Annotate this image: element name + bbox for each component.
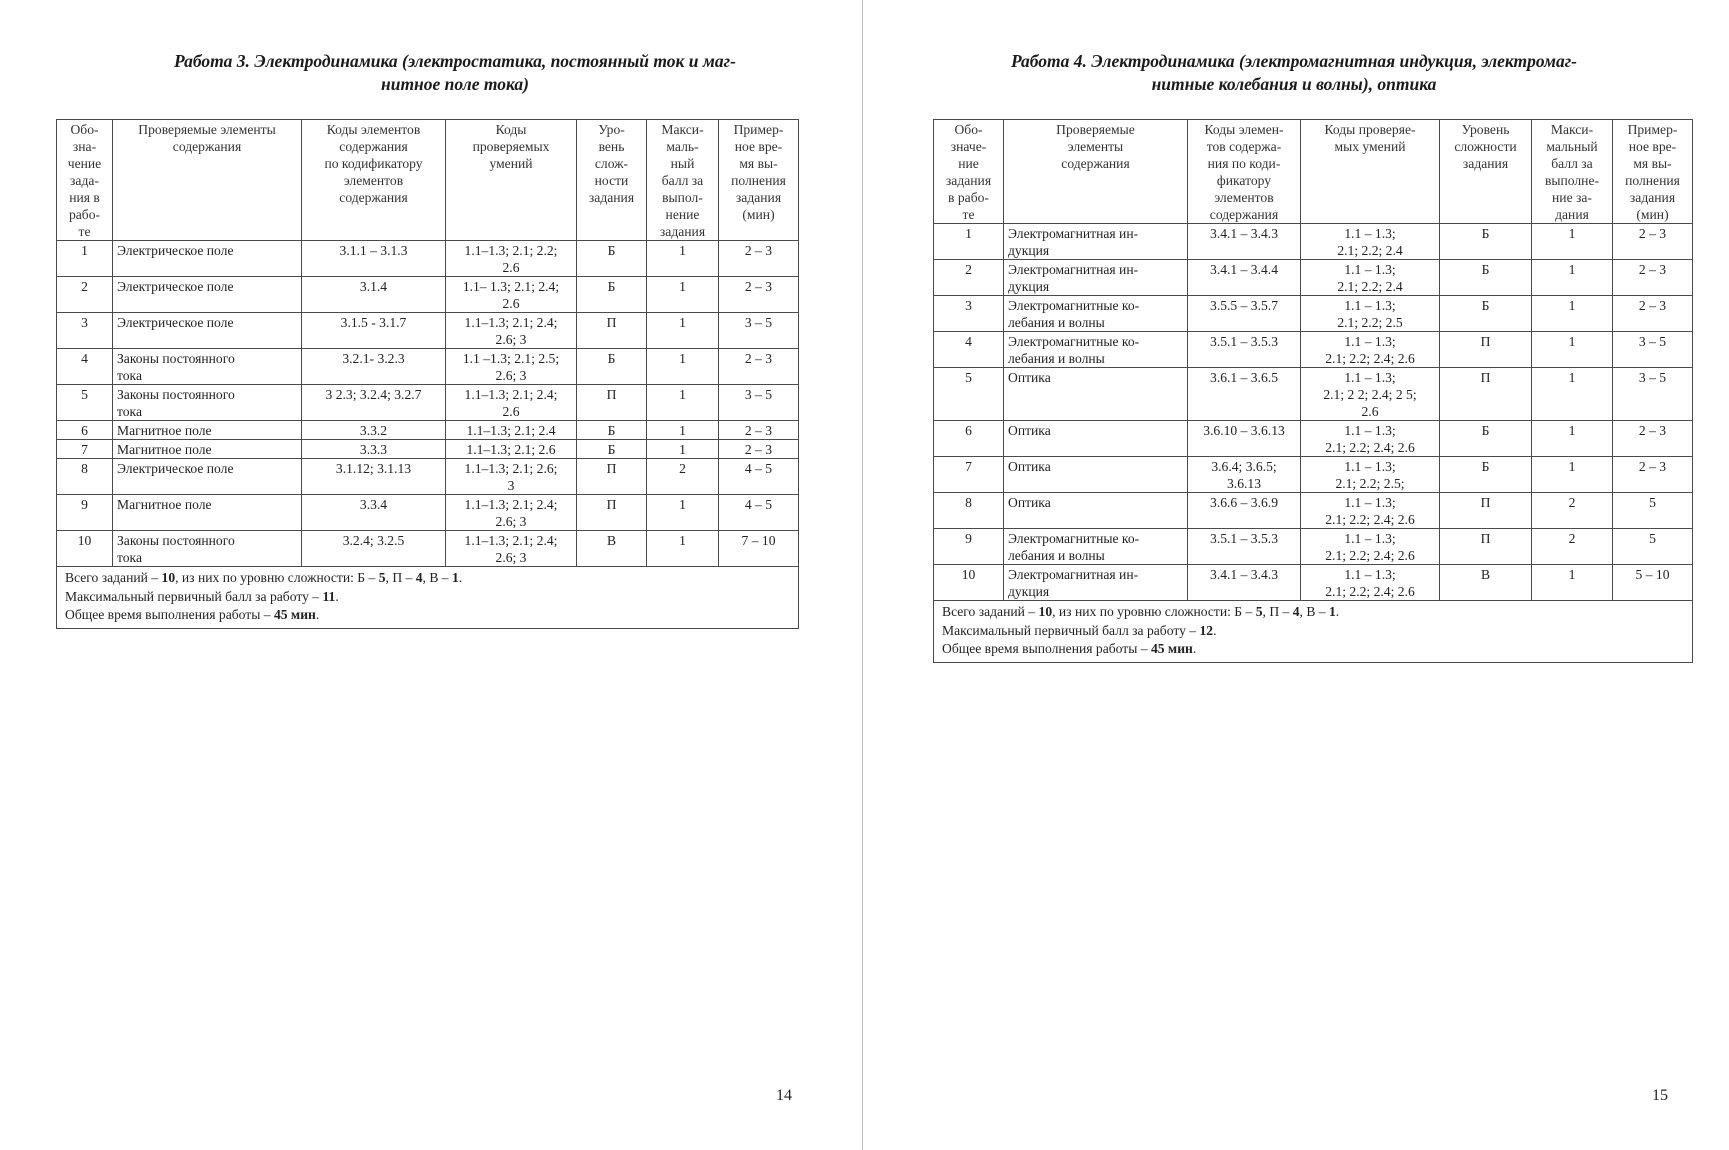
max-score-cell: 2 bbox=[647, 459, 719, 495]
header-row bbox=[934, 120, 1693, 224]
content-codes-cell: 3.3.4 bbox=[302, 495, 446, 531]
content-codes-cell: 3.3.3 bbox=[302, 440, 446, 459]
skill-codes-cell: 1.1–1.3; 2.1; 2.2; 2.6 bbox=[446, 241, 577, 277]
header-cell: Уровень сложности задания bbox=[1440, 120, 1532, 224]
table-row bbox=[934, 457, 1693, 493]
content-topic-text: Магнитное поле bbox=[117, 497, 212, 512]
max-score-cell: 1 bbox=[647, 385, 719, 421]
difficulty-level-cell: П bbox=[1440, 332, 1532, 368]
work-title bbox=[110, 50, 800, 96]
task-number-cell: 1 bbox=[57, 241, 113, 277]
skill-codes-cell: 1.1 – 1.3; 2.1; 2.2; 2.4; 2.6 bbox=[1301, 565, 1440, 601]
time-cell: 2 – 3 bbox=[1613, 457, 1693, 493]
task-number-cell: 3 bbox=[57, 313, 113, 349]
summary-max-score: Максимальный первичный балл за работу – 12. bbox=[942, 622, 1217, 638]
content-codes-cell: 3.6.1 – 3.6.5 bbox=[1188, 368, 1301, 421]
content-topic-cell bbox=[1004, 224, 1188, 260]
content-topic-cell bbox=[113, 349, 302, 385]
table-row bbox=[57, 385, 799, 421]
table-row bbox=[57, 313, 799, 349]
table-row bbox=[57, 495, 799, 531]
content-topic-text: Электромагнитные ко- лебания и волны bbox=[1008, 531, 1140, 563]
content-topic-text: Электрическое поле bbox=[117, 315, 234, 330]
time-cell: 2 – 3 bbox=[1613, 421, 1693, 457]
content-topic-text: Электромагнитная ин- дукция bbox=[1008, 226, 1139, 258]
table-row bbox=[934, 332, 1693, 368]
header-cell: Уро- вень слож- ности задания bbox=[577, 120, 647, 241]
table-body bbox=[57, 241, 799, 567]
summary-max-score: Максимальный первичный балл за работу – 11. bbox=[65, 588, 339, 604]
content-topic-cell bbox=[113, 241, 302, 277]
max-score-cell: 2 bbox=[1532, 493, 1613, 529]
time-cell: 2 – 3 bbox=[719, 349, 799, 385]
content-topic-text: Электрическое поле bbox=[117, 461, 234, 476]
table-row bbox=[934, 224, 1693, 260]
max-score-cell: 1 bbox=[1532, 224, 1613, 260]
max-score-cell: 1 bbox=[1532, 332, 1613, 368]
difficulty-level-cell: Б bbox=[1440, 260, 1532, 296]
difficulty-level-cell: П bbox=[577, 313, 647, 349]
skill-codes-cell: 1.1–1.3; 2.1; 2.4; 2.6; 3 bbox=[446, 531, 577, 567]
difficulty-level-cell: П bbox=[1440, 529, 1532, 565]
content-topic-text: Электромагнитная ин- дукция bbox=[1008, 262, 1139, 294]
time-cell: 4 – 5 bbox=[719, 459, 799, 495]
table-row bbox=[934, 260, 1693, 296]
header-cell: Пример- ное вре- мя вы- полнения задания (мин) bbox=[719, 120, 799, 241]
page-divider bbox=[862, 0, 863, 1150]
content-topic-cell bbox=[113, 421, 302, 440]
time-cell: 5 – 10 bbox=[1613, 565, 1693, 601]
skill-codes-cell: 1.1 – 1.3; 2.1; 2.2; 2.4; 2.6 bbox=[1301, 529, 1440, 565]
content-topic-cell bbox=[113, 495, 302, 531]
skill-codes-cell: 1.1–1.3; 2.1; 2.4 bbox=[446, 421, 577, 440]
work-title-line-2: нитные колебания и волны), оптика bbox=[1151, 74, 1437, 94]
difficulty-level-cell: Б bbox=[577, 440, 647, 459]
content-topic-cell bbox=[113, 277, 302, 313]
table-row bbox=[57, 531, 799, 567]
task-number-cell: 6 bbox=[57, 421, 113, 440]
skill-codes-cell: 1.1 – 1.3; 2.1; 2.2; 2.4; 2.6 bbox=[1301, 421, 1440, 457]
content-topic-cell bbox=[113, 531, 302, 567]
content-codes-cell: 3.2.4; 3.2.5 bbox=[302, 531, 446, 567]
skill-codes-cell: 1.1–1.3; 2.1; 2.6 bbox=[446, 440, 577, 459]
content-topic-text: Законы постоянного тока bbox=[117, 351, 235, 383]
difficulty-level-cell: Б bbox=[1440, 457, 1532, 493]
table-row bbox=[57, 421, 799, 440]
task-number-cell: 5 bbox=[934, 368, 1004, 421]
content-codes-cell: 3.1.5 - 3.1.7 bbox=[302, 313, 446, 349]
difficulty-level-cell: Б bbox=[577, 421, 647, 440]
header-cell: Коды проверяе- мых умений bbox=[1301, 120, 1440, 224]
difficulty-level-cell: Б bbox=[577, 277, 647, 313]
task-number-cell: 8 bbox=[57, 459, 113, 495]
content-topic-cell bbox=[113, 440, 302, 459]
task-number-cell: 9 bbox=[934, 529, 1004, 565]
time-cell: 4 – 5 bbox=[719, 495, 799, 531]
content-codes-cell: 3.4.1 – 3.4.3 bbox=[1188, 224, 1301, 260]
spec-table bbox=[933, 119, 1693, 663]
header-cell: Макси- маль- ный балл за выпол- нение задания bbox=[647, 120, 719, 241]
time-cell: 3 – 5 bbox=[719, 313, 799, 349]
content-topic-cell bbox=[1004, 529, 1188, 565]
difficulty-level-cell: Б bbox=[1440, 296, 1532, 332]
content-topic-cell bbox=[1004, 296, 1188, 332]
difficulty-level-cell: П bbox=[577, 459, 647, 495]
content-topic-text: Оптика bbox=[1008, 495, 1051, 510]
skill-codes-cell: 1.1 – 1.3; 2.1; 2.2; 2.4; 2.6 bbox=[1301, 332, 1440, 368]
header-cell: Проверяемые элементы содержания bbox=[1004, 120, 1188, 224]
content-codes-cell: 3.5.1 – 3.5.3 bbox=[1188, 332, 1301, 368]
header-cell: Пример- ное вре- мя вы- полнения задания (мин) bbox=[1613, 120, 1693, 224]
skill-codes-cell: 1.1–1.3; 2.1; 2.4; 2.6 bbox=[446, 385, 577, 421]
task-number-cell: 5 bbox=[57, 385, 113, 421]
time-cell: 3 – 5 bbox=[719, 385, 799, 421]
content-codes-cell: 3.6.6 – 3.6.9 bbox=[1188, 493, 1301, 529]
header-cell: Коды проверяемых умений bbox=[446, 120, 577, 241]
max-score-cell: 1 bbox=[1532, 260, 1613, 296]
difficulty-level-cell: Б bbox=[577, 349, 647, 385]
difficulty-level-cell: П bbox=[577, 385, 647, 421]
table-row bbox=[934, 565, 1693, 601]
content-topic-text: Оптика bbox=[1008, 423, 1051, 438]
task-number-cell: 9 bbox=[57, 495, 113, 531]
work-title-line-2: нитное поле тока) bbox=[381, 74, 529, 94]
task-number-cell: 1 bbox=[934, 224, 1004, 260]
max-score-cell: 1 bbox=[647, 349, 719, 385]
content-codes-cell: 3.2.1- 3.2.3 bbox=[302, 349, 446, 385]
content-topic-text: Оптика bbox=[1008, 459, 1051, 474]
time-cell: 2 – 3 bbox=[719, 421, 799, 440]
task-number-cell: 4 bbox=[57, 349, 113, 385]
time-cell: 2 – 3 bbox=[1613, 224, 1693, 260]
skill-codes-cell: 1.1 – 1.3; 2.1; 2.2; 2.4 bbox=[1301, 260, 1440, 296]
task-number-cell: 8 bbox=[934, 493, 1004, 529]
header-cell: Коды элемен- тов содержа- ния по коди- фикатору элементов содержания bbox=[1188, 120, 1301, 224]
time-cell: 7 – 10 bbox=[719, 531, 799, 567]
max-score-cell: 1 bbox=[647, 241, 719, 277]
summary-tasks: Всего заданий – 10, из них по уровню сложности: Б – 5, П – 4, В – 1. bbox=[65, 570, 463, 585]
task-number-cell: 2 bbox=[57, 277, 113, 313]
task-number-cell: 10 bbox=[57, 531, 113, 567]
content-topic-cell bbox=[1004, 565, 1188, 601]
max-score-cell: 1 bbox=[1532, 296, 1613, 332]
skill-codes-cell: 1.1 – 1.3; 2.1; 2 2; 2.4; 2 5; 2.6 bbox=[1301, 368, 1440, 421]
skill-codes-cell: 1.1– 1.3; 2.1; 2.4; 2.6 bbox=[446, 277, 577, 313]
table-row bbox=[934, 493, 1693, 529]
difficulty-level-cell: В bbox=[1440, 565, 1532, 601]
skill-codes-cell: 1.1–1.3; 2.1; 2.4; 2.6; 3 bbox=[446, 495, 577, 531]
difficulty-level-cell: П bbox=[577, 495, 647, 531]
time-cell: 3 – 5 bbox=[1613, 332, 1693, 368]
content-topic-cell bbox=[1004, 457, 1188, 493]
content-topic-cell bbox=[1004, 368, 1188, 421]
content-topic-cell bbox=[113, 385, 302, 421]
content-topic-cell bbox=[1004, 493, 1188, 529]
summary-tasks: Всего заданий – 10, из них по уровню сложности: Б – 5, П – 4, В – 1. bbox=[942, 604, 1340, 619]
skill-codes-cell: 1.1–1.3; 2.1; 2.6; 3 bbox=[446, 459, 577, 495]
content-topic-text: Электромагнитная ин- дукция bbox=[1008, 567, 1139, 599]
header-cell: Коды элементов содержания по кодификатору элементов содержания bbox=[302, 120, 446, 241]
task-number-cell: 7 bbox=[57, 440, 113, 459]
skill-codes-cell: 1.1 – 1.3; 2.1; 2.2; 2.5; bbox=[1301, 457, 1440, 493]
time-cell: 2 – 3 bbox=[719, 241, 799, 277]
content-codes-cell: 3 2.3; 3.2.4; 3.2.7 bbox=[302, 385, 446, 421]
max-score-cell: 1 bbox=[1532, 368, 1613, 421]
content-codes-cell: 3.6.10 – 3.6.13 bbox=[1188, 421, 1301, 457]
content-topic-text: Электрическое поле bbox=[117, 279, 234, 294]
skill-codes-cell: 1.1 – 1.3; 2.1; 2.2; 2.5 bbox=[1301, 296, 1440, 332]
task-number-cell: 2 bbox=[934, 260, 1004, 296]
content-codes-cell: 3.5.1 – 3.5.3 bbox=[1188, 529, 1301, 565]
content-topic-text: Магнитное поле bbox=[117, 442, 212, 457]
time-cell: 5 bbox=[1613, 529, 1693, 565]
work-title bbox=[979, 50, 1609, 96]
work-title-line-1: Работа 3. Электродинамика (электростатика, постоянный ток и маг- bbox=[174, 51, 736, 71]
time-cell: 2 – 3 bbox=[1613, 260, 1693, 296]
difficulty-level-cell: Б bbox=[577, 241, 647, 277]
content-codes-cell: 3.4.1 – 3.4.3 bbox=[1188, 565, 1301, 601]
content-codes-cell: 3.1.1 – 3.1.3 bbox=[302, 241, 446, 277]
table-row bbox=[934, 421, 1693, 457]
skill-codes-cell: 1.1 – 1.3; 2.1; 2.2; 2.4; 2.6 bbox=[1301, 493, 1440, 529]
content-topic-text: Электромагнитные ко- лебания и волны bbox=[1008, 334, 1140, 366]
header-cell: Макси- мальный балл за выполне- ние за- дания bbox=[1532, 120, 1613, 224]
table-row bbox=[57, 349, 799, 385]
content-topic-text: Законы постоянного тока bbox=[117, 387, 235, 419]
content-topic-text: Электрическое поле bbox=[117, 243, 234, 258]
max-score-cell: 1 bbox=[1532, 421, 1613, 457]
header-cell: Проверяемые элементы содержания bbox=[113, 120, 302, 241]
content-topic-cell bbox=[113, 313, 302, 349]
table-row bbox=[57, 440, 799, 459]
time-cell: 5 bbox=[1613, 493, 1693, 529]
time-cell: 2 – 3 bbox=[719, 440, 799, 459]
page-number: 14 bbox=[776, 1087, 792, 1104]
summary-total-time: Общее время выполнения работы – 45 мин. bbox=[942, 641, 1197, 656]
summary-cell bbox=[57, 567, 799, 629]
skill-codes-cell: 1.1–1.3; 2.1; 2.4; 2.6; 3 bbox=[446, 313, 577, 349]
difficulty-level-cell: Б bbox=[1440, 224, 1532, 260]
difficulty-level-cell: Б bbox=[1440, 421, 1532, 457]
header-cell: Обо- значе- ние задания в рабо- те bbox=[934, 120, 1004, 224]
content-codes-cell: 3.6.4; 3.6.5; 3.6.13 bbox=[1188, 457, 1301, 493]
max-score-cell: 1 bbox=[647, 421, 719, 440]
task-number-cell: 6 bbox=[934, 421, 1004, 457]
content-codes-cell: 3.3.2 bbox=[302, 421, 446, 440]
content-topic-cell bbox=[1004, 332, 1188, 368]
content-topic-text: Магнитное поле bbox=[117, 423, 212, 438]
table-row bbox=[57, 241, 799, 277]
content-codes-cell: 3.5.5 – 3.5.7 bbox=[1188, 296, 1301, 332]
content-topic-cell bbox=[1004, 260, 1188, 296]
table-body bbox=[934, 224, 1693, 601]
table-row bbox=[57, 459, 799, 495]
time-cell: 2 – 3 bbox=[1613, 296, 1693, 332]
skill-codes-cell: 1.1 –1.3; 2.1; 2.5; 2.6; 3 bbox=[446, 349, 577, 385]
table-row bbox=[57, 277, 799, 313]
time-cell: 2 – 3 bbox=[719, 277, 799, 313]
max-score-cell: 1 bbox=[647, 531, 719, 567]
table-row bbox=[934, 529, 1693, 565]
task-number-cell: 3 bbox=[934, 296, 1004, 332]
content-topic-text: Оптика bbox=[1008, 370, 1051, 385]
table-row bbox=[934, 368, 1693, 421]
content-codes-cell: 3.4.1 – 3.4.4 bbox=[1188, 260, 1301, 296]
summary-row bbox=[57, 567, 799, 629]
content-topic-cell bbox=[113, 459, 302, 495]
content-topic-text: Электромагнитные ко- лебания и волны bbox=[1008, 298, 1140, 330]
max-score-cell: 1 bbox=[1532, 457, 1613, 493]
content-topic-cell bbox=[1004, 421, 1188, 457]
work-title-line-1: Работа 4. Электродинамика (электромагнитная индукция, электромаг- bbox=[1010, 51, 1577, 71]
content-topic-text: Законы постоянного тока bbox=[117, 533, 235, 565]
skill-codes-cell: 1.1 – 1.3; 2.1; 2.2; 2.4 bbox=[1301, 224, 1440, 260]
content-codes-cell: 3.1.4 bbox=[302, 277, 446, 313]
task-number-cell: 10 bbox=[934, 565, 1004, 601]
header-row bbox=[57, 120, 799, 241]
task-number-cell: 7 bbox=[934, 457, 1004, 493]
header-cell: Обо- зна- чение зада- ния в рабо- те bbox=[57, 120, 113, 241]
max-score-cell: 1 bbox=[647, 313, 719, 349]
summary-total-time: Общее время выполнения работы – 45 мин. bbox=[65, 607, 320, 622]
page-number: 15 bbox=[1652, 1087, 1668, 1104]
max-score-cell: 1 bbox=[1532, 565, 1613, 601]
table-row bbox=[934, 296, 1693, 332]
task-number-cell: 4 bbox=[934, 332, 1004, 368]
content-codes-cell: 3.1.12; 3.1.13 bbox=[302, 459, 446, 495]
difficulty-level-cell: П bbox=[1440, 368, 1532, 421]
difficulty-level-cell: В bbox=[577, 531, 647, 567]
difficulty-level-cell: П bbox=[1440, 493, 1532, 529]
summary-row bbox=[934, 601, 1693, 663]
max-score-cell: 1 bbox=[647, 440, 719, 459]
time-cell: 3 – 5 bbox=[1613, 368, 1693, 421]
max-score-cell: 1 bbox=[647, 277, 719, 313]
summary-cell bbox=[934, 601, 1693, 663]
max-score-cell: 1 bbox=[647, 495, 719, 531]
max-score-cell: 2 bbox=[1532, 529, 1613, 565]
spec-table bbox=[56, 119, 799, 629]
